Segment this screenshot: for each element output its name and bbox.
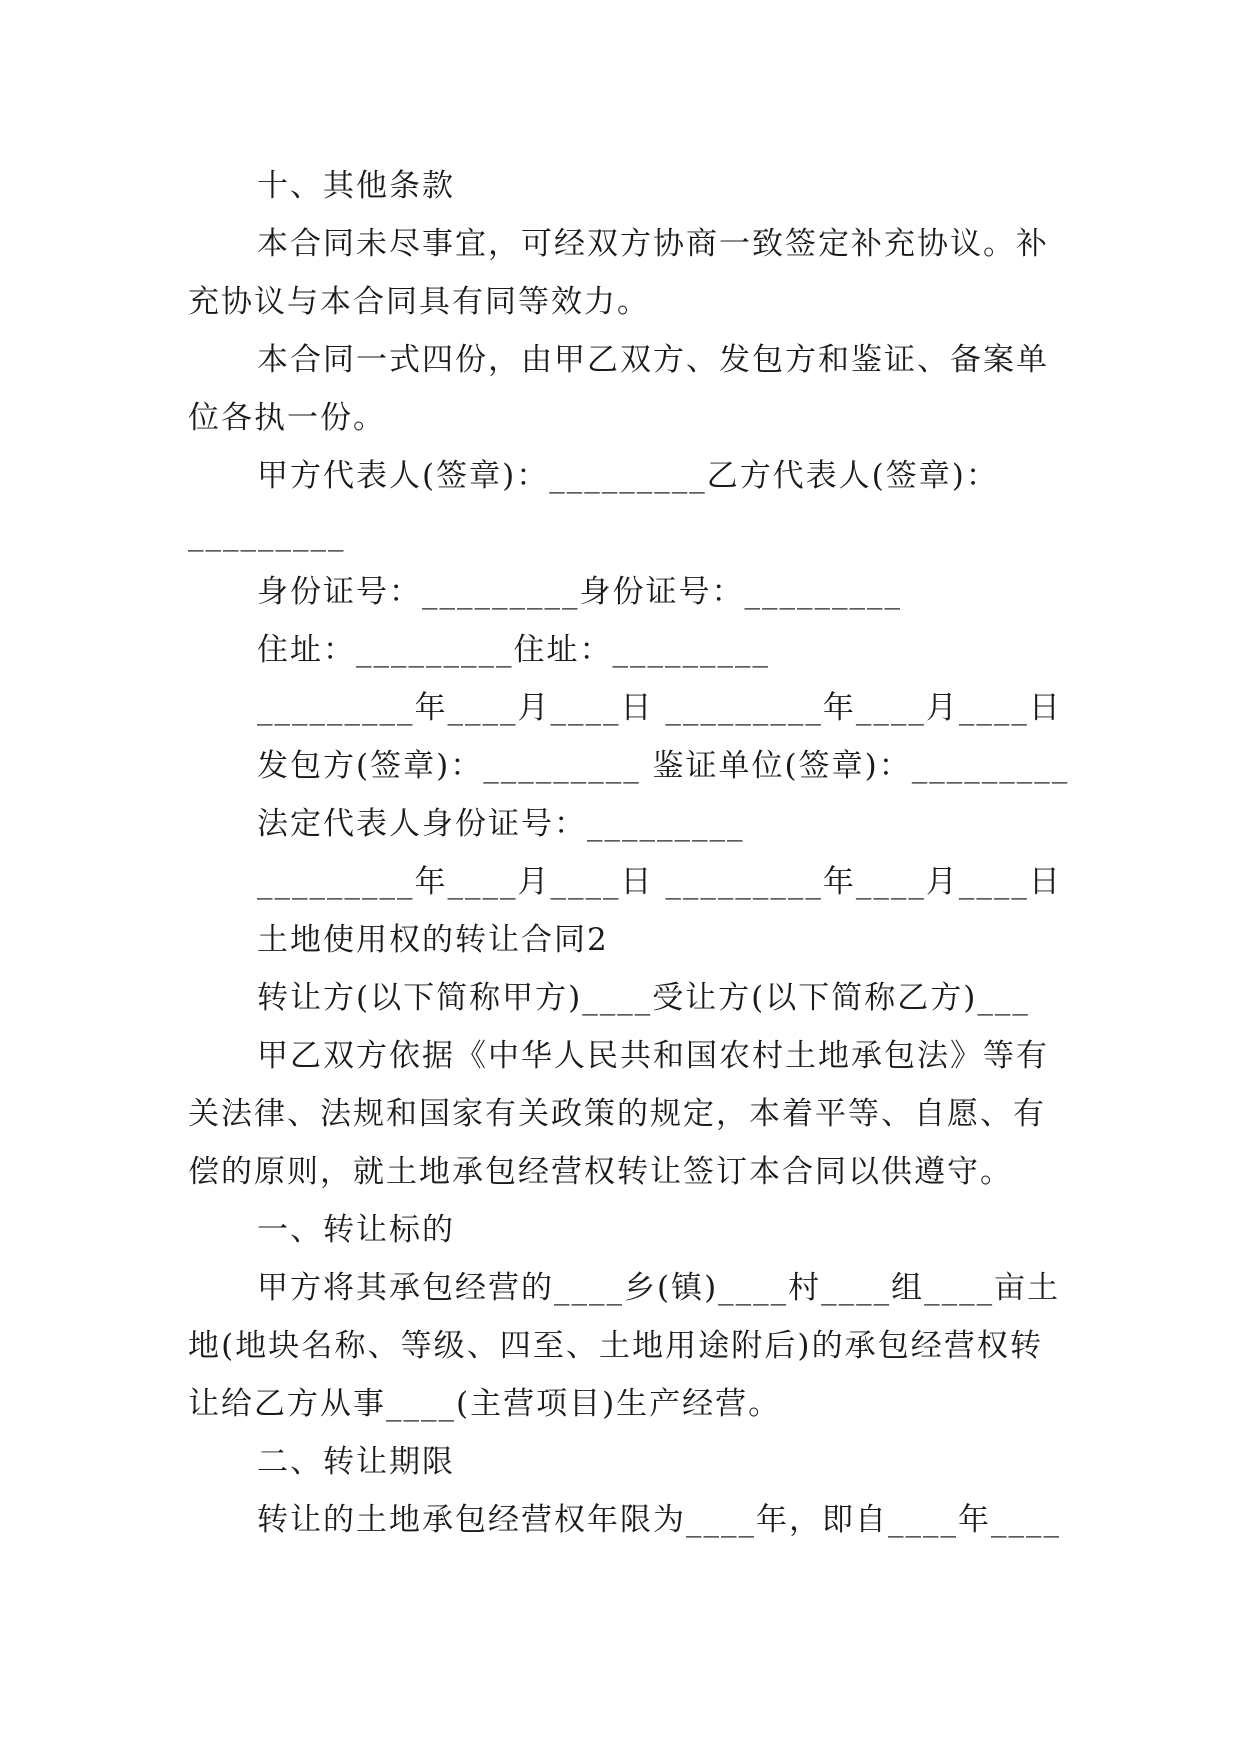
id-number-line: 身份证号：_________身份证号：_________ xyxy=(257,574,902,610)
date-line: _________年____月____日 _________年____月____日 xyxy=(257,864,1062,900)
section-heading-transfer-subject: 一、转让标的 xyxy=(257,1212,455,1248)
section-heading-other-terms: 十、其他条款 xyxy=(257,168,455,204)
address-line: 住址：_________住址：_________ xyxy=(257,632,770,668)
parties-line: 转让方(以下简称甲方)____受让方(以下简称乙方)___ xyxy=(257,980,1030,1016)
date-line: _________年____月____日 _________年____月____日 xyxy=(257,690,1062,726)
paragraph-line: 充协议与本合同具有同等效力。 xyxy=(188,284,650,320)
contract-title: 土地使用权的转让合同2 xyxy=(257,922,609,958)
paragraph-line: 甲乙双方依据《中华人民共和国农村土地承包法》等有 xyxy=(257,1038,1049,1074)
signature-line-representatives: 甲方代表人(签章)：_________乙方代表人(签章)： xyxy=(257,458,999,494)
paragraph-line: 位各执一份。 xyxy=(188,400,386,436)
paragraph-line: 转让的土地承包经营权年限为____年，即自____年____ xyxy=(257,1502,1061,1538)
legal-rep-id-line: 法定代表人身份证号：_________ xyxy=(257,806,745,842)
contractor-signature-line: 发包方(签章)：_________ 鉴证单位(签章)：_________ xyxy=(257,748,1070,784)
paragraph-line: 甲方将其承包经营的____乡(镇)____村____组____亩土 xyxy=(257,1270,1061,1306)
section-heading-transfer-term: 二、转让期限 xyxy=(257,1444,455,1480)
paragraph-line: 本合同未尽事宜，可经双方协商一致签定补充协议。补 xyxy=(257,226,1049,262)
signature-blank: _________ xyxy=(188,516,346,552)
paragraph-line: 关法律、法规和国家有关政策的规定，本着平等、自愿、有 xyxy=(188,1096,1046,1132)
paragraph-line: 让给乙方从事____(主营项目)生产经营。 xyxy=(188,1386,782,1422)
paragraph-line: 本合同一式四份，由甲乙双方、发包方和鉴证、备案单 xyxy=(257,342,1049,378)
paragraph-line: 地(地块名称、等级、四至、土地用途附后)的承包经营权转 xyxy=(188,1328,1043,1364)
paragraph-line: 偿的原则，就土地承包经营权转让签订本合同以供遵守。 xyxy=(188,1154,1013,1190)
